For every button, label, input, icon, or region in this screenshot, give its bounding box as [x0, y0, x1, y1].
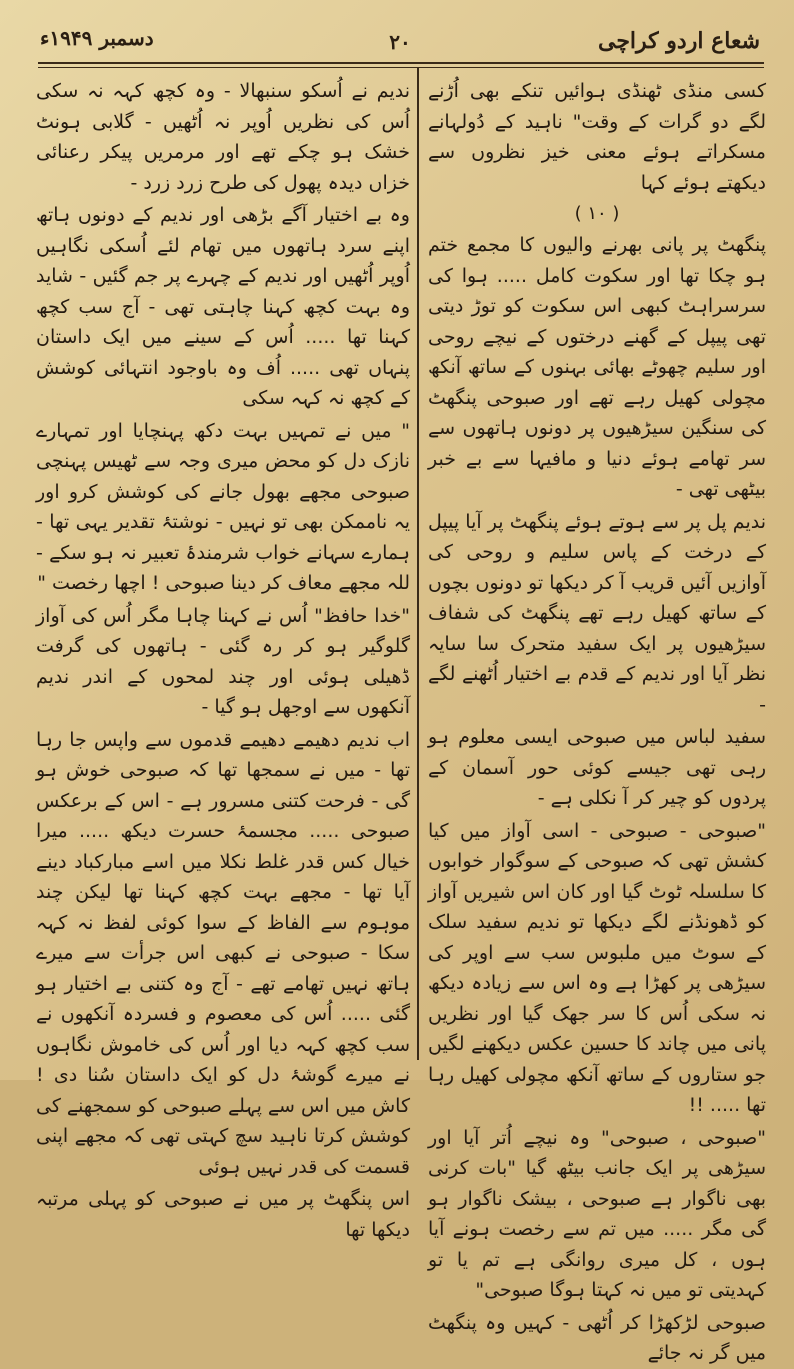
paragraph: ندیم نے اُسکو سنبھالا - وہ کچھ کہہ نہ سکی اُس کی نظریں اُوپر نہ اُٹھیں - گلابی ہونٹ خشک ہو چکے تھے اور مرمریں پیکر رعنائی خزاں دیدہ پھول کی طرح زرد زرد - — [36, 80, 410, 194]
paragraph: اب ندیم دھیمے دھیمے قدموں سے واپس جا رہا تھا - میں نے سمجھا تھا کہ صبوحی خوش ہو گی - فرحت کتنی مسرور ہے - اس کے برعکس صبوحی ..... مجسمۂ حسرت دیکھ ..... میرا خیال کس قدر غلط نکلا میں اسے مبارکباد دینے آیا تھا - مجھے بہت کچھ کہنا تھا لیکن چند موہوم سے الفاظ کے سوا کوئی لفظ نہ کہہ سکا - صبوحی نے کبھی اس جرأت سے میرے ہاتھ نہیں تھامے تھے - آج وہ کتنی بے اختیار ہو گئی ..... اُس کی معصوم و فسردہ آنکھوں نے سب کچھ کہہ دیا اور اُس کی خاموش نگاہوں نے میرے گوشۂ دل کو ایک داستان سُنا دی ! کاش میں اس سے پہلے صبوحی کو سمجھنے کی کوشش کرتا ناہید سچ کہتی تھی کہ مجھے اپنی قسمت کی قدر نہیں ہوئی — [36, 728, 410, 1178]
paragraph: کسی منڈی ٹھنڈی ہوائیں تنکے بھی اُڑنے لگے دو گرات کے وقت" ناہید کے دُولہانے مسکراتے ہوئے معنی خیز نظروں سے دیکھتے ہوئے کہا — [428, 80, 766, 194]
paragraph: وہ بے اختیار آگے بڑھی اور ندیم کے دونوں ہاتھ اپنے سرد ہاتھوں میں تھام لئے اُسکی نگاہیں اُوپر اُٹھیں اور ندیم کے چہرے پر جم گئیں - شاید وہ بہت کچھ کہنا چاہتی تھی - آج سب کچھ کہنا تھا ..... اُس کے سینے میں ایک داستان پنہاں تھی ..... اُف وہ باوجود انتہائی کوشش کے کچھ نہ کہہ سکی — [36, 204, 410, 409]
paragraph: "خدا حافظ" اُس نے کہنا چاہا مگر اُس کی آواز گلوگیر ہو کر رہ گئی - ہاتھوں کی گرفت ڈھیلی ہوئی اور چند لمحوں کے اندر ندیم آنکھوں سے اوجھل ہو گیا - — [36, 604, 410, 718]
paragraph: پنگھٹ پر پانی بھرنے والیوں کا مجمع ختم ہو چکا تھا اور سکوت کامل ..... ہوا کی سرسراہٹ کبھی اس سکوت کو توڑ دیتی تھی پیپل کے گھنے درختوں کے نیچے روحی اور سلیم چھوٹے بھائی بہنوں کے ساتھ آنکھ مچولی کھیل رہے تھے اور صبوحی پنگھٹ کی سنگین سیڑھیوں پر دونوں ہاتھوں سے سر تھامے ہوئے دنیا و مافیہا سے بے خبر بیٹھی تھی - — [428, 234, 766, 500]
left-column — [36, 76, 410, 1241]
chapter-number: ( ۱۰ ) — [574, 203, 620, 224]
header-rule — [38, 62, 764, 64]
paragraph: "صبوحی ، صبوحی" وہ نیچے اُتر آیا اور سیڑھی پر ایک جانب بیٹھ گیا "بات کرنی بھی ناگوار ہے صبوحی ، بیشک ناگوار ہو گی مگر ..... میں تم سے رخصت ہونے آیا ہوں ، کل میری روانگی ہے تم یا تو کہدیتی تو میں نہ کہتا ہوگا صبوحی" — [428, 1126, 766, 1301]
paragraph: صبوحی لڑکھڑا کر اُٹھی - کہیں وہ پنگھٹ میں گر نہ جائے — [428, 1311, 766, 1364]
publication-title: شعاع اردو کراچی — [597, 28, 760, 54]
header-rule-thin — [38, 67, 764, 68]
paragraph: "صبوحی - صبوحی - اسی آواز میں کیا کشش تھی کہ صبوحی کے سوگوار خوابوں کا سلسلہ ٹوٹ گیا اور کان اس شیریں آواز کو ڈھونڈنے لگے دیکھا تو ندیم سفید سلک کے سوٹ میں ملبوس سب سے اوپر کی سیڑھی پر کھڑا ہے وہ اس سے زیادہ دیکھ نہ سکی اُس کا سر جھک گیا اور نظریں پانی میں چاند کا حسین عکس دیکھنے لگیں جو ستاروں کے ساتھ آنکھ مچولی کھیل رہا تھا ..... !! — [428, 819, 766, 1116]
paragraph: ندیم پل پر سے ہوتے ہوئے پنگھٹ پر آیا پیپل کے درخت کے پاس سلیم و روحی کی آوازیں آئیں قریب آ کر دیکھا تو دونوں بچوں کے ساتھ کھیل رہے تھے پنگھٹ کی شفاف سیڑھیوں پر ایک سفید متحرک سا سایہ نظر آیا اور ندیم کے قدم بے اختیار اُٹھنے لگے - — [428, 510, 766, 716]
paragraph: سفید لباس میں صبوحی ایسی معلوم ہو رہی تھی جیسے کوئی حور آسمان کے پردوں کو چیر کر آ نکلی ہے - — [428, 726, 766, 809]
paragraph: اس پنگھٹ پر میں نے صبوحی کو پہلی مرتبہ دیکھا تھا — [36, 1188, 410, 1241]
issue-date: دسمبر ۱۹۴۹ء — [40, 26, 154, 50]
page-header — [40, 22, 760, 62]
page-number: ۲۰ — [389, 30, 411, 54]
column-divider — [417, 68, 419, 1060]
paragraph: " میں نے تمہیں بہت دکھ پہنچایا اور تمہارے نازک دل کو محض میری وجہ سے ٹھیس پہنچی صبوحی مجھے بھول جانے کی کوشش کرو اور یہ ناممکن بھی تو نہیں - نوشتۂ تقدیر یہی تھا - ہمارے سہانے خواب شرمندۂ تعبیر نہ ہو سکے - للہ مجھے معاف کر دینا صبوحی ! اچھا رخصت " — [36, 419, 410, 594]
right-column — [428, 76, 766, 1364]
